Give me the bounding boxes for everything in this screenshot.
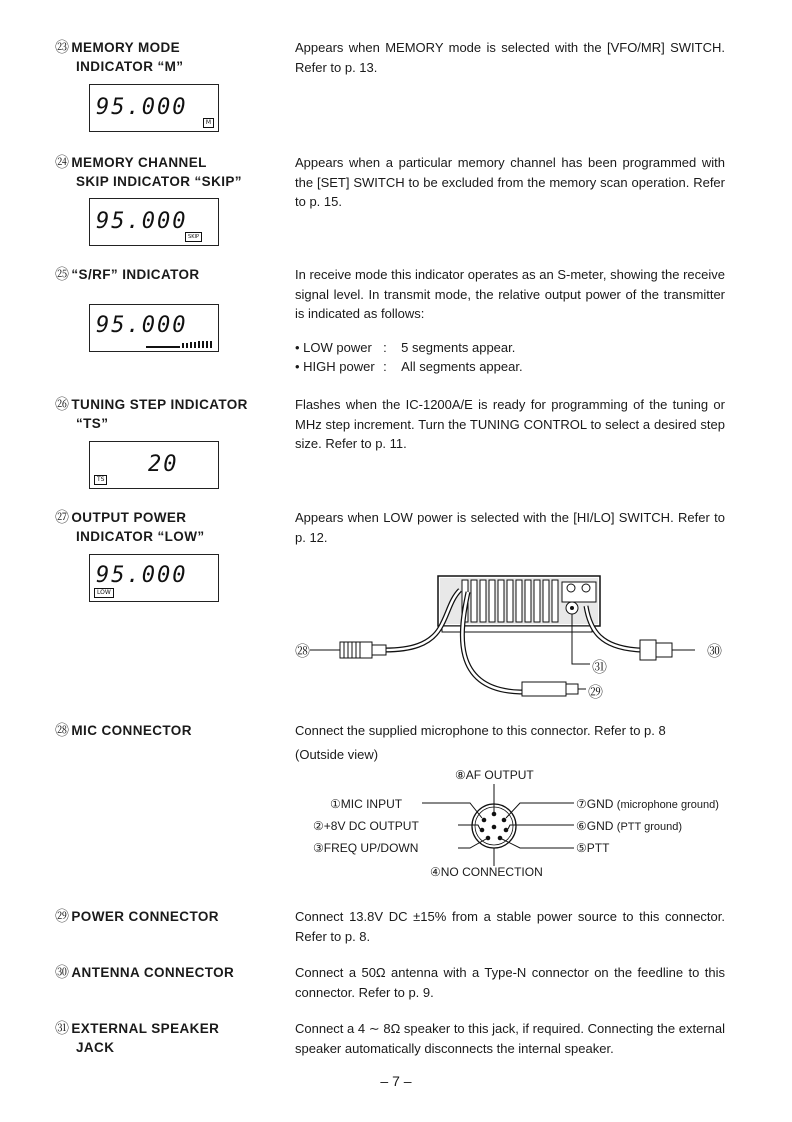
item-27-heading: ㉗ OUTPUT POWER INDICATOR “LOW” [55,509,205,544]
callout-28: ㉘ [295,643,311,660]
item-25-description: In receive mode this indicator operates as an S-meter, showing the receive signal level. In transmit mode, the relative output power of the transmitter is indicated as follows: [295,267,725,321]
skip-indicator-tag: SKIP [185,232,202,242]
item-28-heading: ㉘ MIC CONNECTOR [55,722,192,738]
item-25-heading: ㉕ “S/RF” INDICATOR [55,266,200,282]
low-power-lcd: 95.000 LOW [89,554,219,602]
pin-1-label: ①MIC INPUT [330,797,403,811]
item-23-heading: ㉓ MEMORY MODE INDICATOR “M” [55,39,184,74]
tuning-step-lcd: 20 TS [89,441,219,489]
pin-8-label: ⑧AF OUTPUT [455,768,534,782]
item-29-heading: ㉙ POWER CONNECTOR [55,908,219,924]
page-number: – 7 – [380,1073,412,1089]
item-27-description: Appears when LOW power is selected with the [HI/LO] SWITCH. Refer to p. 12. [295,510,725,545]
item-26-description: Flashes when the IC-1200A/E is ready for programming of the tuning or MHz step increment. Turn the TUNING CONTROL to select a desired step size. Refer to p. 11. [295,397,725,451]
item-28-description: Connect the supplied microphone to this connector. Refer to p. 8 [295,723,666,738]
pin-5-label: ⑤PTT [576,841,610,855]
pin-3-label: ③FREQ UP/DOWN [313,841,419,855]
callout-29: ㉙ [588,684,604,701]
s-rf-indicator-lcd: 95.000 [89,304,219,352]
item-29-description: Connect 13.8V DC ±15% from a stable power source to this connector. Refer to p. 8. [295,909,725,944]
skip-indicator-lcd: 95.000 SKIP [89,198,219,246]
rear-panel-illustration [290,570,730,710]
bullet-low-power: • LOW power : 5 segments appear. [295,340,516,355]
item-31-heading: ㉛ EXTERNAL SPEAKER JACK [55,1020,220,1055]
pin-7-label: ⑦GND (microphone ground) [576,797,719,811]
item-24-description: Appears when a particular memory channel has been programmed with the [SET] SWITCH to be excluded from the memory scan operation. Refer to p. 15. [295,155,725,209]
item-24-heading: ㉔ MEMORY CHANNEL SKIP INDICATOR “SKIP” [55,154,242,189]
ts-indicator-tag: TS [94,475,107,485]
item-23-description: Appears when MEMORY mode is selected with the [VFO/MR] SWITCH. Refer to p. 13. [295,40,725,75]
callout-30: ㉚ [707,643,723,660]
item-30-heading: ㉚ ANTENNA CONNECTOR [55,964,235,980]
pin-4-label: ④NO CONNECTION [430,865,543,879]
pin-2-label: ②+8V DC OUTPUT [313,819,419,833]
item-30-description: Connect a 50Ω antenna with a Type-N connector on the feedline to this connector. Refer to p. 9. [295,965,725,1000]
pin-6-label: ⑥GND (PTT ground) [576,819,682,833]
mic-connector-diagram [420,784,580,868]
item-26-heading: ㉖ TUNING STEP INDICATOR “TS” [55,396,248,431]
item-31-description: Connect a 4 ∼ 8Ω speaker to this jack, if required. Connecting the external speaker automatically disconnects the internal speaker. [295,1021,725,1056]
bullet-high-power: • HIGH power : All segments appear. [295,359,523,374]
m-indicator-tag: M [203,118,214,128]
memory-mode-lcd: 95.000 M [89,84,219,132]
s-meter-bar [146,341,216,349]
low-indicator-tag: LOW [94,588,114,598]
outside-view-label: (Outside view) [295,747,379,762]
callout-31: ㉛ [592,659,608,676]
